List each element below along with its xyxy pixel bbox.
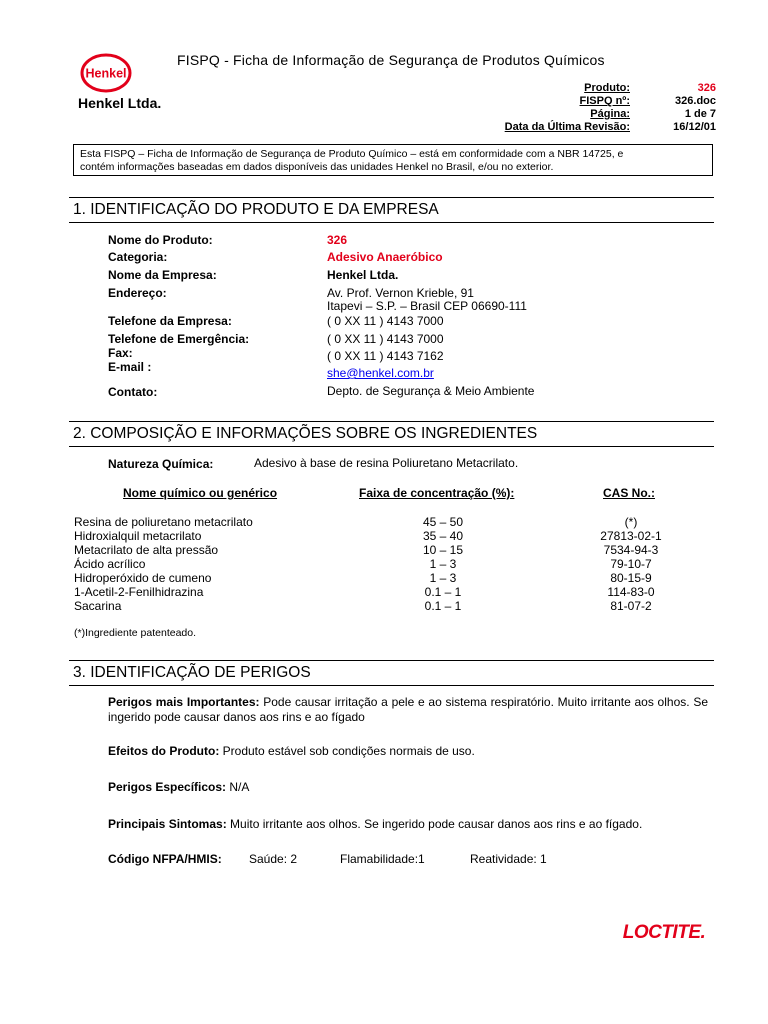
especificos-text: N/A (226, 780, 250, 794)
email-link[interactable]: she@henkel.com.br (327, 366, 434, 380)
perigos-text: Pode causar irritação a pele e ao sistema respiratório. Muito irritante aos olhos. Se ingerido pode causar danos aos rins e ao fígado (108, 695, 708, 724)
ingredient-conc: 10 – 15 (422, 543, 464, 557)
natureza-value: Adesivo à base de resina Poliuretano Metacrilato. (254, 456, 519, 470)
document-title: FISPQ - Ficha de Informação de Segurança de Produtos Químicos (177, 52, 605, 68)
email-label: E-mail : (108, 360, 152, 374)
section3-title: 3. IDENTIFICAÇÃO DE PERIGOS (73, 664, 311, 681)
intro-line-2: contém informações baseadas em dados disponíveis das unidades Henkel no Brasil, e/ou no exterior. (80, 161, 554, 173)
ingredient-cas-numbers (581, 515, 681, 613)
col-header-cas: CAS No.: (603, 486, 655, 500)
ingredient-concentrations (393, 515, 493, 613)
tel-empresa-label: Telefone da Empresa: (108, 314, 232, 328)
meta-pagina-label: Página: (590, 108, 630, 120)
ingredient-conc: 0.1 – 1 (424, 585, 462, 599)
ingredient-name: Sacarina (74, 599, 122, 613)
intro-line-1: Esta FISPQ – Ficha de Informação de Segurança de Produto Químico – está em conformidade com a NBR 14725, e (80, 148, 624, 160)
efeitos-text: Produto estável sob condições normais de uso. (219, 744, 475, 758)
efeitos-label: Efeitos do Produto: (108, 744, 220, 758)
endereco-line-1: Av. Prof. Vernon Krieble, 91 (327, 286, 474, 300)
ingredient-conc: 45 – 50 (422, 515, 464, 529)
ingredient-conc: 1 – 3 (429, 557, 457, 571)
col-header-name: Nome químico ou genérico (123, 486, 278, 500)
efeitos-paragraph (108, 744, 708, 759)
endereco-line-2: Itapevi – S.P. – Brasil CEP 06690-111 (327, 299, 527, 313)
nfpa-label: Código NFPA/HMIS: (108, 852, 222, 866)
section1-rule-bottom (69, 222, 714, 223)
ingredient-conc: 35 – 40 (422, 529, 464, 543)
nome-produto-label: Nome do Produto: (108, 233, 213, 247)
meta-fispq-value: 326.doc (675, 95, 716, 107)
ingredient-cas: 7534-94-3 (603, 543, 659, 557)
especificos-paragraph (108, 780, 708, 795)
natureza-label: Natureza Química: (108, 457, 214, 471)
ingredient-name: Metacrilato de alta pressão (74, 543, 219, 557)
sintomas-paragraph (108, 817, 708, 832)
section1-title: 1. IDENTIFICAÇÃO DO PRODUTO E DA EMPRESA (73, 201, 439, 218)
ingredient-cas: 27813-02-1 (600, 529, 662, 543)
section3-rule (69, 660, 714, 661)
ingredient-name: Ácido acrílico (74, 557, 146, 571)
tel-emergencia-label: Telefone de Emergência: (108, 332, 250, 346)
especificos-label: Perigos Específicos: (108, 780, 227, 794)
nfpa-reatividade: Reatividade: 1 (470, 852, 547, 866)
ingredient-conc: 1 – 3 (429, 571, 457, 585)
tel-emergencia-value: ( 0 XX 11 ) 4143 7000 (327, 332, 444, 346)
section1-rule (69, 197, 714, 198)
col-header-conc: Faixa de concentração (%): (359, 486, 515, 500)
tel-empresa-value: ( 0 XX 11 ) 4143 7000 (327, 314, 444, 328)
endereco-label: Endereço: (108, 286, 167, 300)
sintomas-text: Muito irritante aos olhos. Se ingerido pode causar danos aos rins e ao fígado. (226, 817, 643, 831)
sintomas-label: Principais Sintomas: (108, 817, 227, 831)
intro-notice (73, 144, 713, 176)
categoria-value: Adesivo Anaeróbico (327, 250, 443, 264)
fax-value: ( 0 XX 11 ) 4143 7162 (327, 349, 444, 363)
ingredient-name: Resina de poliuretano metacrilato (74, 515, 253, 529)
nfpa-saude: Saúde: 2 (249, 852, 298, 866)
categoria-label: Categoria: (108, 250, 168, 264)
svg-text:LOCTITE.: LOCTITE. (622, 922, 706, 942)
ingredient-cas: 114-83-0 (607, 585, 655, 599)
ingredient-cas: 79-10-7 (610, 557, 652, 571)
perigos-label: Perigos mais Importantes: (108, 695, 260, 709)
meta-produto-label: Produto: (584, 82, 630, 94)
empresa-label: Nome da Empresa: (108, 268, 217, 282)
svg-text:Henkel: Henkel (85, 66, 127, 81)
nfpa-flamabilidade: Flamabilidade:1 (340, 852, 425, 866)
empresa-value: Henkel Ltda. (327, 268, 399, 282)
fax-label: Fax: (108, 346, 133, 360)
section2-rule-bottom (69, 446, 714, 447)
perigos-paragraph (108, 695, 708, 725)
ingredient-name: Hidroperóxido de cumeno (74, 571, 212, 585)
contato-label: Contato: (108, 385, 158, 399)
ingredient-name: Hidroxialquil metacrilato (74, 529, 202, 543)
section2-rule (69, 421, 714, 422)
nome-produto-value: 326 (327, 233, 348, 247)
section3-rule-bottom (69, 685, 714, 686)
meta-pagina-value: 1 de 7 (684, 108, 716, 120)
ingredient-cas: (*) (624, 515, 638, 529)
ingredient-conc: 0.1 – 1 (424, 599, 462, 613)
ingredient-cas: 80-15-9 (610, 571, 652, 585)
loctite-logo (614, 920, 714, 942)
meta-revisao-value: 16/12/01 (673, 121, 716, 133)
henkel-logo (80, 52, 132, 94)
meta-produto-value: 326 (697, 82, 716, 94)
contato-value: Depto. de Segurança & Meio Ambiente (327, 384, 535, 398)
section2-title: 2. COMPOSIÇÃO E INFORMAÇÕES SOBRE OS INGREDIENTES (73, 425, 538, 442)
meta-fispq-label: FISPQ nº: (579, 95, 630, 107)
ingredient-name: 1-Acetil-2-Fenilhidrazina (74, 585, 204, 599)
company-name: Henkel Ltda. (78, 95, 162, 111)
ingredient-cas: 81-07-2 (610, 599, 652, 613)
ingredient-names (74, 515, 253, 613)
meta-revisao-label: Data da Última Revisão: (504, 121, 630, 133)
footnote: (*)Ingrediente patenteado. (74, 627, 197, 639)
